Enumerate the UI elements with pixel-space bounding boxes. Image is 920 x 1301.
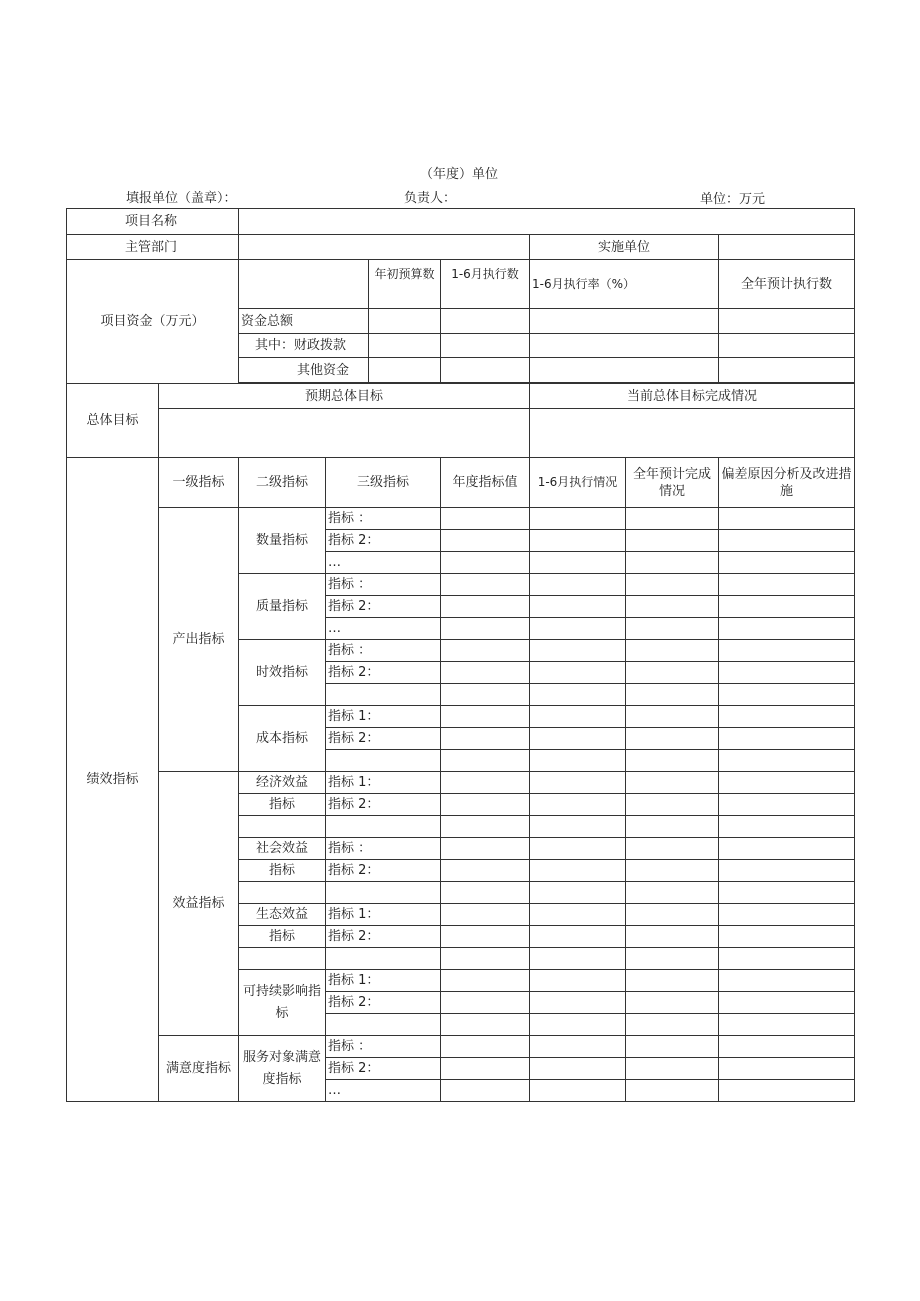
- value-cell[interactable]: [530, 948, 626, 970]
- value-cell[interactable]: [719, 530, 855, 552]
- value-cell[interactable]: [719, 1058, 855, 1080]
- value-cell[interactable]: [719, 948, 855, 970]
- indicator-item: 指标 2：: [326, 860, 441, 882]
- value-cell[interactable]: [626, 618, 719, 640]
- total-rate-cell[interactable]: [530, 309, 719, 334]
- managing-dept-field[interactable]: [239, 235, 530, 260]
- value-cell[interactable]: [626, 992, 719, 1014]
- value-cell[interactable]: [719, 728, 855, 750]
- social-benefit-label: 社会效益: [239, 838, 326, 860]
- value-cell[interactable]: [441, 1014, 530, 1036]
- level2-header: 二级指标: [239, 458, 326, 508]
- value-cell[interactable]: [719, 1036, 855, 1058]
- expected-goal-header: 预期总体目标: [159, 384, 530, 409]
- performance-form-table: [66, 208, 855, 1102]
- output-indicator-label: 产出指标: [159, 508, 239, 772]
- value-cell[interactable]: [626, 1080, 719, 1102]
- value-cell[interactable]: [530, 772, 626, 794]
- level1-header: 一级指标: [159, 458, 239, 508]
- indicator-item: 指标 2：: [326, 992, 441, 1014]
- indicator-item: 指标 2：: [326, 794, 441, 816]
- value-cell[interactable]: [719, 662, 855, 684]
- value-cell[interactable]: [530, 596, 626, 618]
- value-cell[interactable]: [719, 992, 855, 1014]
- value-cell[interactable]: [441, 772, 530, 794]
- social-benefit-label-2: 指标: [239, 860, 326, 882]
- value-cell[interactable]: [626, 552, 719, 574]
- value-cell[interactable]: [530, 926, 626, 948]
- value-cell[interactable]: [441, 530, 530, 552]
- indicator-blank[interactable]: [326, 684, 441, 706]
- value-cell[interactable]: [530, 860, 626, 882]
- level2-blank[interactable]: [239, 948, 326, 970]
- value-cell[interactable]: [530, 552, 626, 574]
- value-cell[interactable]: [719, 904, 855, 926]
- value-cell[interactable]: [441, 948, 530, 970]
- value-cell[interactable]: [441, 882, 530, 904]
- value-cell[interactable]: [530, 1014, 626, 1036]
- total-exec-cell[interactable]: [441, 309, 530, 334]
- indicator-item: 指标 2：: [326, 662, 441, 684]
- level2-blank[interactable]: [239, 882, 326, 904]
- value-cell[interactable]: [719, 1014, 855, 1036]
- indicator-item: 指标 ：: [326, 1036, 441, 1058]
- value-cell[interactable]: [626, 1014, 719, 1036]
- value-cell[interactable]: [530, 508, 626, 530]
- indicator-item: 指标 2：: [326, 926, 441, 948]
- indicator-blank[interactable]: [326, 1014, 441, 1036]
- full-year-completion-header: 全年预计完成情况: [626, 458, 719, 508]
- value-cell[interactable]: [626, 926, 719, 948]
- value-cell[interactable]: [530, 970, 626, 992]
- indicator-item: 指标 ：: [326, 838, 441, 860]
- value-cell[interactable]: [719, 860, 855, 882]
- value-cell[interactable]: [626, 1036, 719, 1058]
- indicator-item: 指标 ：: [326, 640, 441, 662]
- value-cell[interactable]: [626, 684, 719, 706]
- value-cell[interactable]: [626, 508, 719, 530]
- project-funds-label: 项目资金（万元）: [67, 260, 239, 384]
- other-funds-label: 其他资金: [239, 358, 369, 383]
- value-cell[interactable]: [441, 706, 530, 728]
- value-cell[interactable]: [719, 1080, 855, 1102]
- indicator-blank[interactable]: [326, 750, 441, 772]
- unit-label: 单位：万元: [700, 192, 766, 207]
- value-cell[interactable]: [626, 530, 719, 552]
- value-cell[interactable]: [441, 860, 530, 882]
- value-cell[interactable]: [626, 816, 719, 838]
- other-est-cell[interactable]: [719, 358, 855, 383]
- project-name-field[interactable]: [239, 209, 855, 235]
- value-cell[interactable]: [626, 860, 719, 882]
- value-cell[interactable]: [530, 750, 626, 772]
- deviation-header: 偏差原因分析及改进措施: [719, 458, 855, 508]
- value-cell[interactable]: [441, 728, 530, 750]
- fiscal-budget-cell[interactable]: [369, 334, 441, 358]
- value-cell[interactable]: [441, 750, 530, 772]
- value-cell[interactable]: [530, 1058, 626, 1080]
- value-cell[interactable]: [441, 618, 530, 640]
- value-cell[interactable]: [441, 684, 530, 706]
- value-cell[interactable]: [719, 640, 855, 662]
- indicator-item: 指标 1：: [326, 772, 441, 794]
- economic-benefit-label-2: 指标: [239, 794, 326, 816]
- indicator-blank[interactable]: [326, 882, 441, 904]
- value-cell[interactable]: [719, 618, 855, 640]
- value-cell[interactable]: [626, 772, 719, 794]
- value-cell[interactable]: [719, 816, 855, 838]
- indicator-item: 指标 1：: [326, 970, 441, 992]
- value-cell[interactable]: [441, 552, 530, 574]
- exec-1-6-header: 1-6月执行数: [441, 260, 530, 309]
- fiscal-est-cell[interactable]: [719, 334, 855, 358]
- value-cell[interactable]: [441, 794, 530, 816]
- value-cell[interactable]: [441, 640, 530, 662]
- value-cell[interactable]: [441, 1036, 530, 1058]
- value-cell[interactable]: [441, 904, 530, 926]
- implementing-unit-label: 实施单位: [530, 235, 719, 260]
- economic-benefit-label: 经济效益: [239, 772, 326, 794]
- value-cell[interactable]: [626, 882, 719, 904]
- quantity-indicator-label: 数量指标: [239, 508, 326, 574]
- eco-benefit-label: 生态效益: [239, 904, 326, 926]
- value-cell[interactable]: [626, 948, 719, 970]
- value-cell[interactable]: [530, 728, 626, 750]
- responsible-label: 负责人：: [404, 191, 457, 206]
- quality-indicator-label: 质量指标: [239, 574, 326, 640]
- indicator-blank[interactable]: [326, 816, 441, 838]
- value-cell[interactable]: [719, 552, 855, 574]
- value-cell[interactable]: [626, 904, 719, 926]
- value-cell[interactable]: [626, 970, 719, 992]
- value-cell[interactable]: [719, 926, 855, 948]
- budget-initial-header: 年初预算数: [369, 260, 441, 309]
- other-exec-cell[interactable]: [441, 358, 530, 383]
- value-cell[interactable]: [530, 882, 626, 904]
- eco-benefit-label-2: 指标: [239, 926, 326, 948]
- indicator-item: 指标 ：: [326, 508, 441, 530]
- indicator-item: 指标 2：: [326, 596, 441, 618]
- value-cell[interactable]: [441, 574, 530, 596]
- value-cell[interactable]: [626, 750, 719, 772]
- value-cell[interactable]: [530, 1080, 626, 1102]
- other-budget-cell[interactable]: [369, 358, 441, 383]
- total-funds-label: 资金总额: [239, 309, 369, 334]
- implementing-unit-field[interactable]: [719, 235, 855, 260]
- indicator-ellipsis: …: [326, 552, 441, 574]
- project-name-label: 项目名称: [67, 209, 239, 235]
- indicator-item: 指标 1：: [326, 904, 441, 926]
- satisfaction-indicator-label: 满意度指标: [159, 1036, 239, 1102]
- value-cell[interactable]: [530, 530, 626, 552]
- value-cell[interactable]: [441, 926, 530, 948]
- fiscal-funds-label: 其中：财政拨款: [239, 334, 369, 358]
- value-cell[interactable]: [441, 838, 530, 860]
- benefit-indicator-label: 效益指标: [159, 772, 239, 1036]
- value-cell[interactable]: [441, 662, 530, 684]
- indicator-item: 指标 ：: [326, 574, 441, 596]
- form-title: （年度）单位: [420, 167, 499, 182]
- value-cell[interactable]: [530, 838, 626, 860]
- fiscal-exec-cell[interactable]: [441, 334, 530, 358]
- timeliness-indicator-label: 时效指标: [239, 640, 326, 706]
- indicator-ellipsis: …: [326, 1080, 441, 1102]
- value-cell[interactable]: [626, 640, 719, 662]
- perf-indicators-label: 绩效指标: [67, 458, 159, 1102]
- value-cell[interactable]: [530, 684, 626, 706]
- total-budget-cell[interactable]: [369, 309, 441, 334]
- value-cell[interactable]: [441, 992, 530, 1014]
- funds-header-blank: [239, 260, 369, 309]
- value-cell[interactable]: [530, 618, 626, 640]
- value-cell[interactable]: [626, 574, 719, 596]
- cost-indicator-label: 成本指标: [239, 706, 326, 772]
- full-year-est-header: 全年预计执行数: [719, 260, 855, 309]
- indicator-ellipsis: …: [326, 618, 441, 640]
- other-rate-cell[interactable]: [530, 358, 719, 383]
- value-cell[interactable]: [530, 640, 626, 662]
- overall-goal-label: 总体目标: [67, 384, 159, 458]
- current-goal-status-header: 当前总体目标完成情况: [530, 384, 855, 409]
- value-cell[interactable]: [719, 882, 855, 904]
- value-cell[interactable]: [441, 970, 530, 992]
- value-cell[interactable]: [530, 574, 626, 596]
- indicator-item: 指标 2：: [326, 1058, 441, 1080]
- service-satisfaction-label: 服务对象满意度指标: [239, 1036, 326, 1102]
- level3-header: 三级指标: [326, 458, 441, 508]
- indicator-item: 指标 1：: [326, 706, 441, 728]
- fiscal-rate-cell[interactable]: [530, 334, 719, 358]
- value-cell[interactable]: [530, 904, 626, 926]
- exec-status-header: 1-6月执行情况: [530, 458, 626, 508]
- value-cell[interactable]: [530, 992, 626, 1014]
- value-cell[interactable]: [719, 838, 855, 860]
- value-cell[interactable]: [441, 816, 530, 838]
- value-cell[interactable]: [441, 596, 530, 618]
- value-cell[interactable]: [441, 1080, 530, 1102]
- indicator-item: 指标 2：: [326, 530, 441, 552]
- expected-goal-field[interactable]: [159, 409, 530, 458]
- value-cell[interactable]: [530, 1036, 626, 1058]
- level2-blank[interactable]: [239, 816, 326, 838]
- current-goal-status-field[interactable]: [530, 409, 855, 458]
- value-cell[interactable]: [530, 816, 626, 838]
- value-cell[interactable]: [719, 794, 855, 816]
- value-cell[interactable]: [530, 662, 626, 684]
- value-cell[interactable]: [719, 772, 855, 794]
- indicator-blank[interactable]: [326, 948, 441, 970]
- value-cell[interactable]: [719, 706, 855, 728]
- value-cell[interactable]: [719, 596, 855, 618]
- fill-unit-label: 填报单位（盖章）：: [126, 191, 237, 206]
- value-cell[interactable]: [719, 970, 855, 992]
- value-cell[interactable]: [441, 1058, 530, 1080]
- value-cell[interactable]: [719, 574, 855, 596]
- annual-value-header: 年度指标值: [441, 458, 530, 508]
- value-cell[interactable]: [441, 508, 530, 530]
- value-cell[interactable]: [626, 1058, 719, 1080]
- sustain-indicator-label: 可持续影响指标: [239, 970, 326, 1036]
- value-cell[interactable]: [719, 684, 855, 706]
- value-cell[interactable]: [626, 662, 719, 684]
- value-cell[interactable]: [626, 794, 719, 816]
- indicator-item: 指标 2：: [326, 728, 441, 750]
- value-cell[interactable]: [626, 596, 719, 618]
- managing-dept-label: 主管部门: [67, 235, 239, 260]
- value-cell[interactable]: [626, 838, 719, 860]
- value-cell[interactable]: [719, 508, 855, 530]
- exec-rate-header: 1-6月执行率（%）: [530, 260, 719, 309]
- value-cell[interactable]: [626, 706, 719, 728]
- value-cell[interactable]: [626, 728, 719, 750]
- value-cell[interactable]: [719, 750, 855, 772]
- value-cell[interactable]: [530, 794, 626, 816]
- total-est-cell[interactable]: [719, 309, 855, 334]
- value-cell[interactable]: [530, 706, 626, 728]
